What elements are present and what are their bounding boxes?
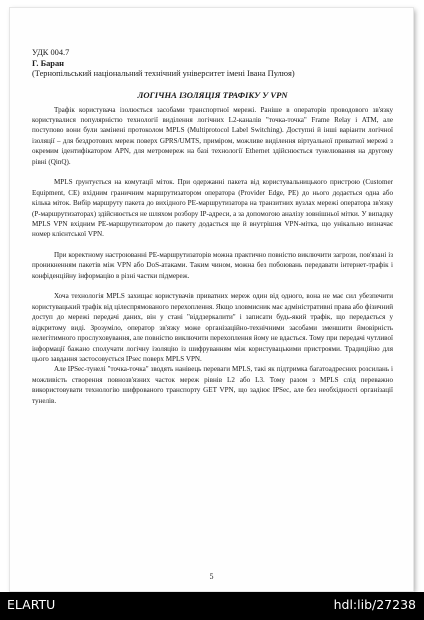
author-affiliation: (Тернопільський національний технічний університет імені Івана Пулюя)	[32, 69, 295, 78]
paragraph-1: Трафік користувача ізолюється засобами транспортної мережі. Раніше в операторів проводового зв'язку користувалися популярністю технології виділення логічних L2-каналів "точка-точка" Frame Relay і ATM, але поступово вони були замінені протоколом MPLS (Multiprotocol Label Switching). Доступні й інші варіанти логічної ізоляції – для бездротових мереж поверх GPRS/UMTS, приміром, можливе виділення віртуальної приватної мережі з окремим ідентифікатором APN, для метромереж на базі технології Ethernet здійснюється тунелювання на другому рівні (QinQ).	[32, 105, 393, 166]
paragraph-2: MPLS ґрунтується на комутації міток. При одержанні пакета від користувальницького пристрою (Customer Equipment, CE) вхідним граничним маршрутизатором оператора (Provider Edge, PE) до нього додається одна або кілька міток. Вибір маршруту пакета до вихідного PE-маршрутизатора на транзитних вузлах мережі оператора зв'язку (P-маршрутизаторах) здійснюється не шляхом розбору IP-адреси, а за допомогою аналізу зовнішньої мітки. У випадку MPLS VPN вхідним PE-маршрутизатором до пакету додасться ще й внутрішня VPN-мітка, що унікально визначає номер клієнтської VPN.	[32, 178, 393, 239]
paragraph-4: Хоча технологія MPLS захищає користувачів приватних мереж один від одного, вона не має сил убезпечити користувацький трафік від цілеспрямованого перехоплення. Якщо зловмисник має адміністративні права або фізичний доступ до мережі передачі даних, він у стані "віддзеркалити" і записати будь-який трафік, що передається у відкритому виді. Зрозуміло, оператор зв'язку може організаційно-технічними засобами зменшити ймовірність нелегітимного прослуховування, але повністю виключити перехоплення йому не вдасться. Тому при передачі чутливої інформації бажано сполучати логічну ізоляцію із шифруванням між користувацькими пристроями. Традиційно для цього завдання застосовується IPsec поверх MPLS VPN.	[32, 292, 393, 364]
document-body	[32, 48, 393, 406]
handle-id[interactable]: hdl:lib/27238	[333, 597, 416, 612]
author-name: Г. Баран	[32, 58, 64, 68]
document-page	[10, 8, 413, 591]
paper-title: ЛОГІЧНА ІЗОЛЯЦІЯ ТРАФІКУ У VPN	[137, 89, 288, 100]
paragraph-3: При коректному настроюванні PE-маршрутизаторів можна практично повністю виключити загрози, пов'язані із проникненням пакетів між VPN або DoS-атаками. Таким чином, можна без побоювань передавати інтернет-трафік і конфіденційну інформацію в різні частки підмереж.	[32, 250, 393, 280]
repository-footer	[0, 592, 424, 620]
page-number: 5	[209, 572, 214, 581]
paragraph-5: Але IPSec-тунелі "точка-точка" зводять нанівець переваги MPLS, такі як підтримка багатоадресних розсилань і можливість створення повнозв'язних часток мереж рівнів L2 або L3. Тому разом з MPLS слід переважно використовувати технологію шифрованого транспорту GET VPN, що задіює IPSec, але без необхідності організації тунелів.	[32, 365, 393, 405]
udk-code: УДК 004.7	[32, 48, 70, 57]
repository-name[interactable]: ELARTU	[7, 597, 56, 612]
